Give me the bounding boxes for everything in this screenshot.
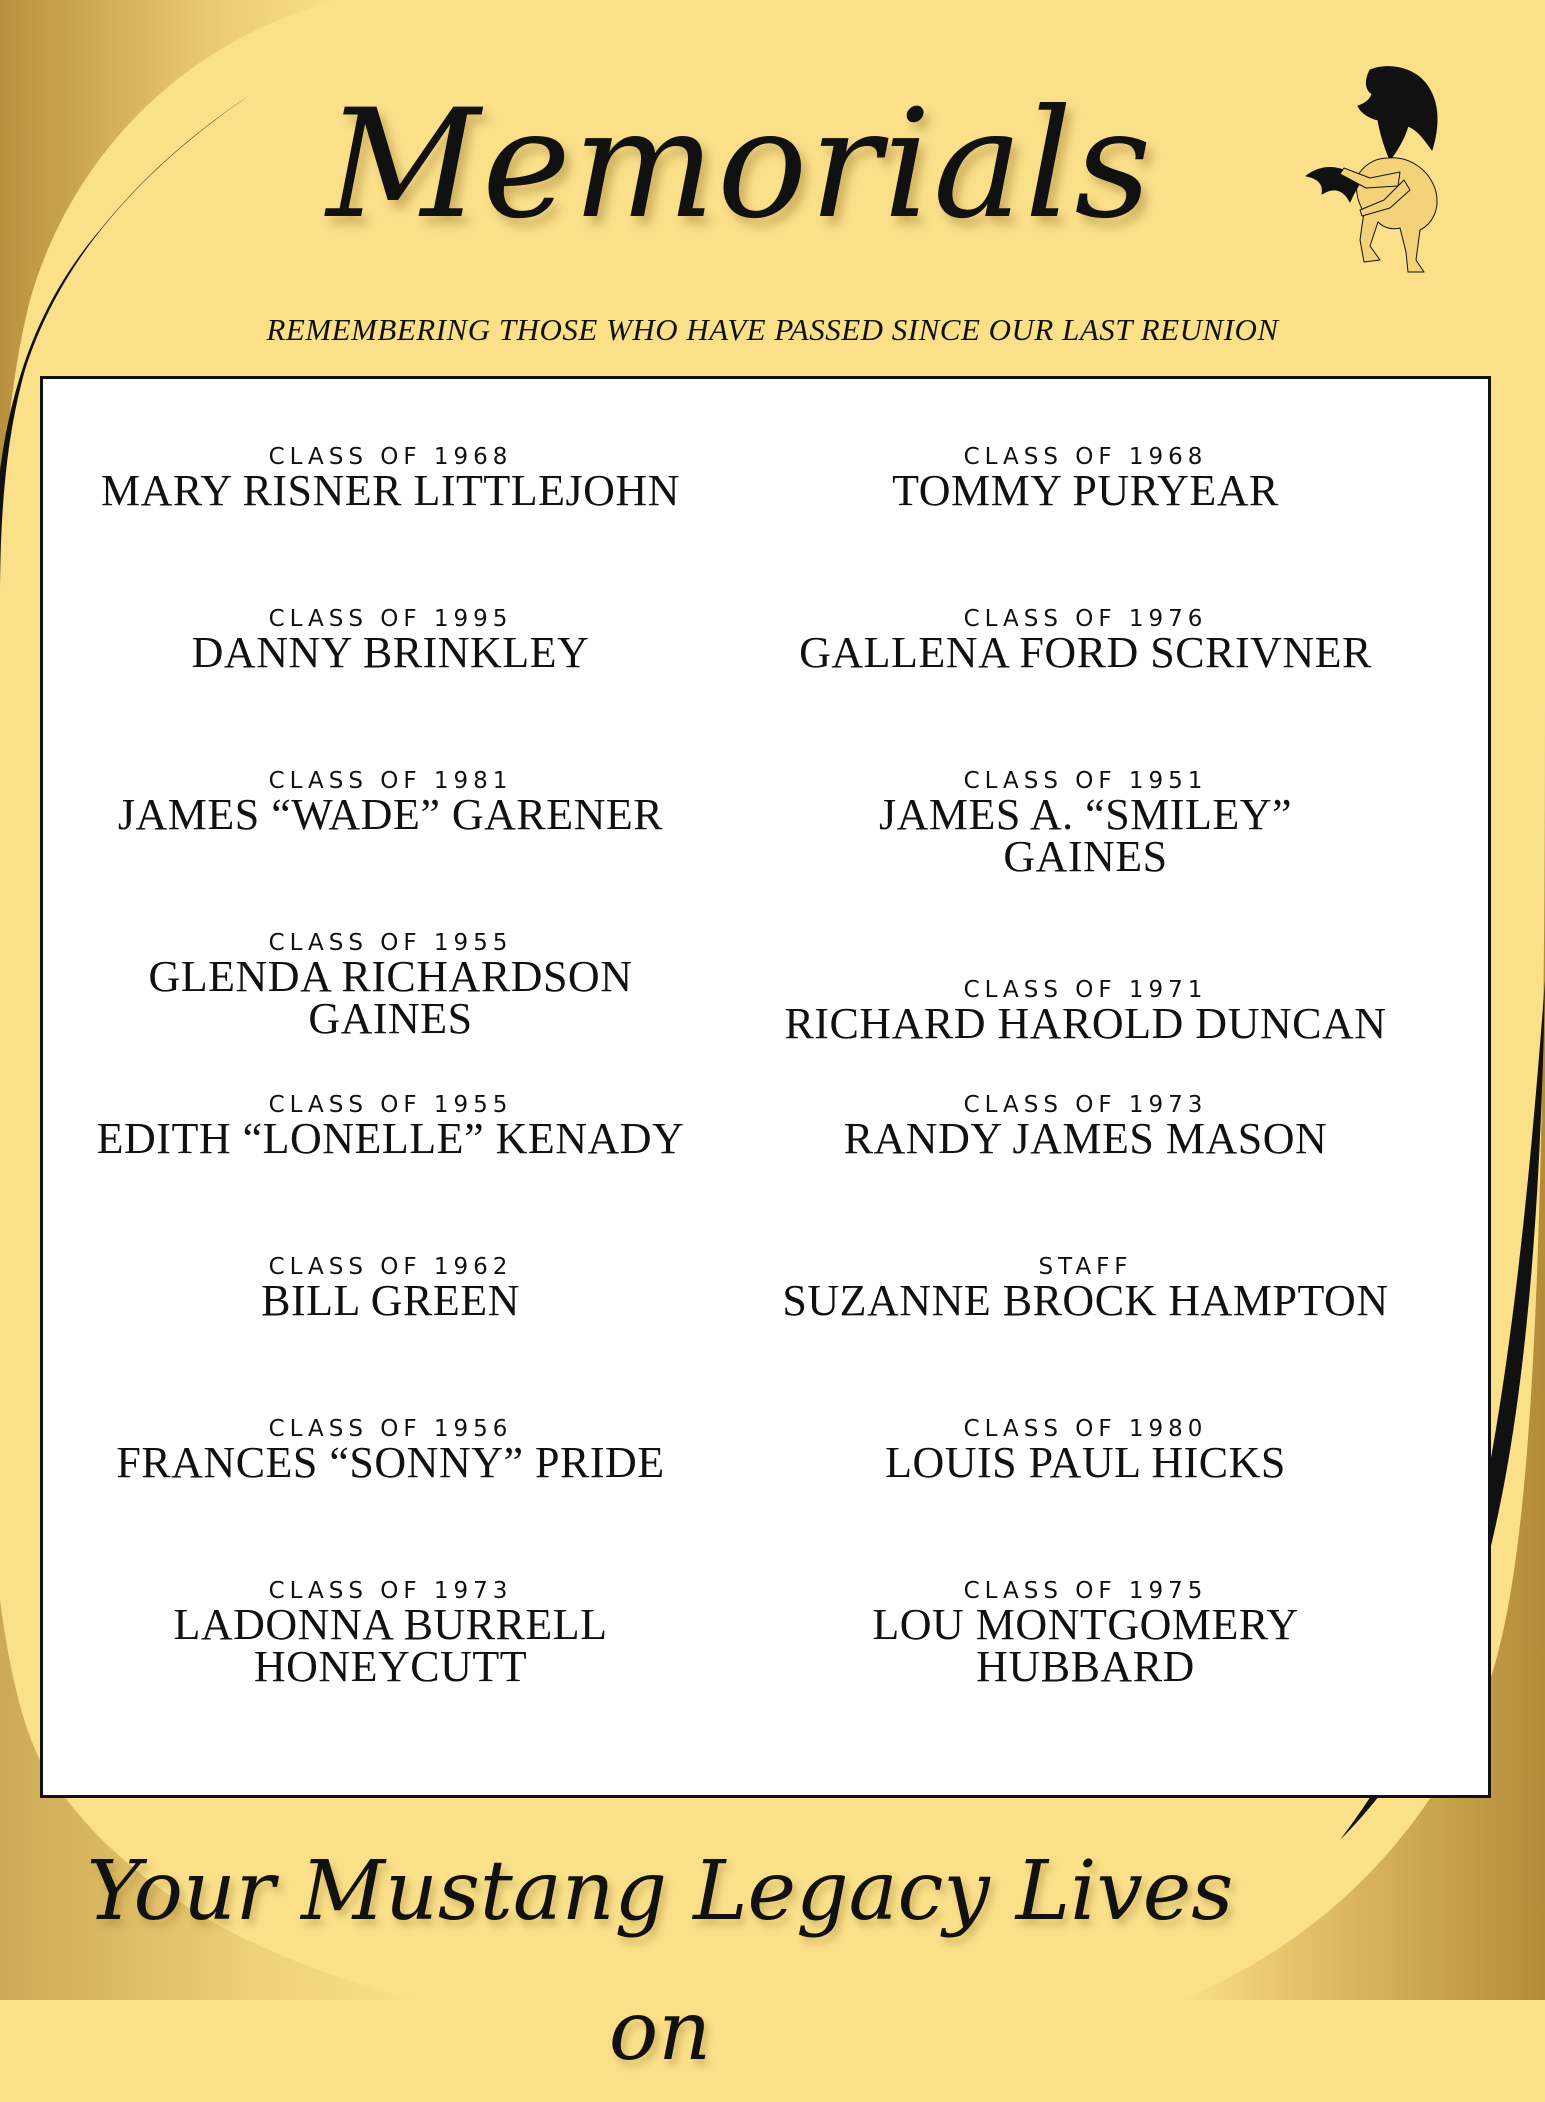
class-year: CLASS OF 1973 — [268, 1578, 513, 1604]
memorial-name: JAMES “WADE” GARENER — [117, 790, 664, 839]
class-year: CLASS OF 1955 — [268, 930, 513, 956]
memorial-entry — [43, 768, 738, 930]
memorial-name: BILL GREEN — [261, 1276, 520, 1325]
memorial-entry — [43, 444, 738, 606]
mustang-horse-icon — [1300, 60, 1460, 275]
class-year: CLASS OF 1955 — [268, 1092, 513, 1118]
memorial-name: RANDY JAMES MASON — [843, 1114, 1328, 1163]
class-year: CLASS OF 1995 — [268, 606, 513, 632]
memorial-entry — [738, 768, 1433, 930]
class-year: CLASS OF 1981 — [268, 768, 513, 794]
memorial-entry — [738, 606, 1433, 768]
memorial-name: LOU MONTGOMERY HUBBARD — [872, 1600, 1299, 1691]
class-year: CLASS OF 1971 — [963, 977, 1208, 1003]
memorial-name: TOMMY PURYEAR — [892, 466, 1279, 515]
memorial-name: RICHARD HAROLD DUNCAN — [784, 999, 1387, 1048]
memorial-entry — [43, 606, 738, 768]
footer-tagline: Your Mustang Legacy Lives on — [86, 1844, 1234, 2079]
class-year: CLASS OF 1980 — [963, 1416, 1208, 1442]
memorial-column-left — [43, 444, 738, 1740]
memorial-name: JAMES A. “SMILEY” GAINES — [878, 790, 1293, 881]
memorial-name: LOUIS PAUL HICKS — [885, 1438, 1286, 1487]
class-year: CLASS OF 1956 — [268, 1416, 513, 1442]
memorial-name: GALLENA FORD SCRIVNER — [799, 628, 1372, 677]
class-year: CLASS OF 1951 — [963, 768, 1208, 794]
memorial-entry — [738, 1254, 1433, 1416]
memorial-name: MARY RISNER LITTLEJOHN — [101, 466, 680, 515]
memorial-panel — [40, 376, 1491, 1798]
memorial-entry — [738, 1578, 1433, 1740]
class-year: CLASS OF 1968 — [963, 444, 1208, 470]
memorial-entry — [43, 1092, 738, 1254]
class-year: CLASS OF 1968 — [268, 444, 513, 470]
memorial-entry — [43, 1254, 738, 1416]
memorial-column-right — [738, 444, 1433, 1740]
page-subtitle: REMEMBERING THOSE WHO HAVE PASSED SINCE OUR LAST REUNION — [266, 312, 1279, 347]
class-year: CLASS OF 1962 — [268, 1254, 513, 1280]
page-title: Memorials — [326, 78, 1154, 252]
memorial-name: LADONNA BURRELL HONEYCUTT — [173, 1600, 608, 1691]
class-year: STAFF — [1038, 1254, 1133, 1280]
class-year: CLASS OF 1973 — [963, 1092, 1208, 1118]
class-year: CLASS OF 1976 — [963, 606, 1208, 632]
memorial-entry — [738, 444, 1433, 606]
memorial-entry — [43, 930, 738, 1092]
memorial-entry — [43, 1578, 738, 1740]
memorial-name: DANNY BRINKLEY — [191, 628, 590, 677]
memorial-entry — [43, 1416, 738, 1578]
memorial-name: SUZANNE BROCK HAMPTON — [782, 1276, 1389, 1325]
memorial-name: FRANCES “SONNY” PRIDE — [116, 1438, 665, 1487]
memorial-name: GLENDA RICHARDSON GAINES — [148, 952, 633, 1043]
memorial-name: EDITH “LONELLE” KENADY — [96, 1114, 685, 1163]
memorial-entry — [738, 1092, 1433, 1254]
memorial-entry — [738, 930, 1433, 1092]
class-year: CLASS OF 1975 — [963, 1578, 1208, 1604]
memorial-entry — [738, 1416, 1433, 1578]
